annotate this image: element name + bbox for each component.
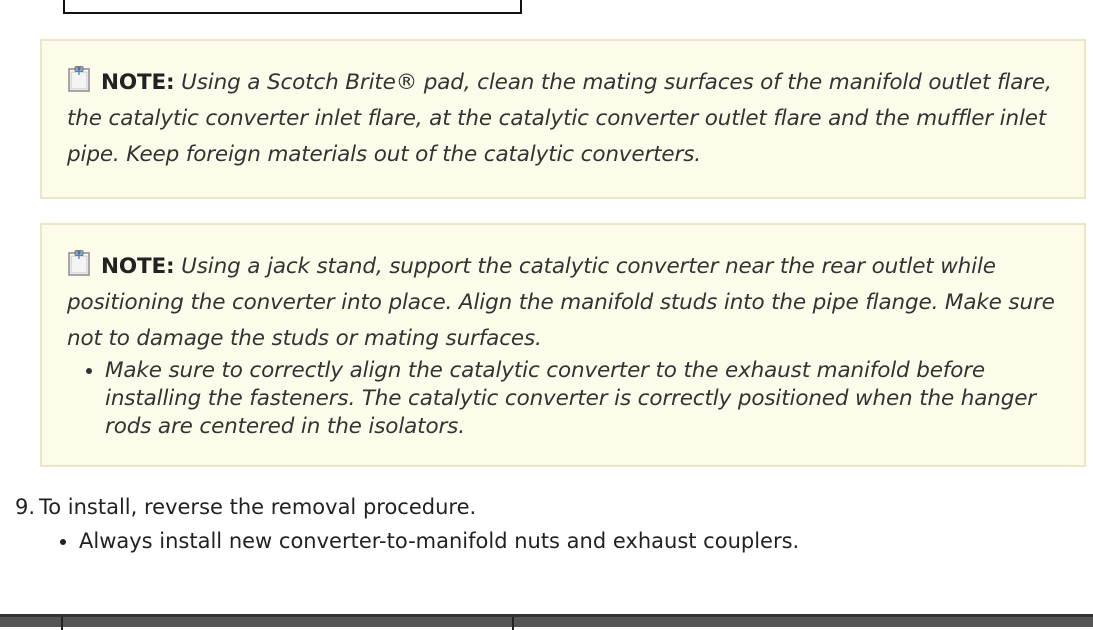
note-label: NOTE: — [101, 254, 175, 279]
note-box — [40, 223, 1086, 467]
step-text: To install, reverse the removal procedure. — [39, 495, 477, 519]
note-label: NOTE: — [101, 70, 175, 95]
note-bullet-list — [67, 357, 1056, 441]
table-divider — [512, 617, 514, 630]
step-bullet-list — [15, 529, 799, 553]
figure-frame-bottom — [63, 0, 522, 14]
note-text: Using a jack stand, support the catalytic converter near the rear outlet while positioning the converter into place. Align the manifold studs into the pipe flange. Make sure not to damage the studs or mating surfaces. — [67, 254, 1055, 351]
clipboard-note-icon — [67, 250, 91, 276]
table-divider — [61, 617, 63, 630]
note-text: Using a Scotch Brite® pad, clean the mating surfaces of the manifold outlet flare, the catalytic converter inlet flare, at the catalytic converter outlet flare and the muffler inlet pipe. Keep foreign materials out of the catalytic converters. — [67, 70, 1052, 167]
clipboard-note-icon — [67, 66, 91, 92]
note-box — [40, 39, 1086, 199]
step-number: 9. — [15, 495, 36, 519]
procedure-step — [15, 495, 799, 553]
bottom-table-border — [0, 614, 1093, 627]
note-bullet-item: • Make sure to correctly align the catalytic converter to the exhaust manifold before installing the fasteners. The catalytic converter is correctly positioned when the hanger rods are centered in the isolators. — [105, 357, 1056, 441]
step-bullet-item: • Always install new converter-to-manifold nuts and exhaust couplers. — [79, 529, 799, 553]
